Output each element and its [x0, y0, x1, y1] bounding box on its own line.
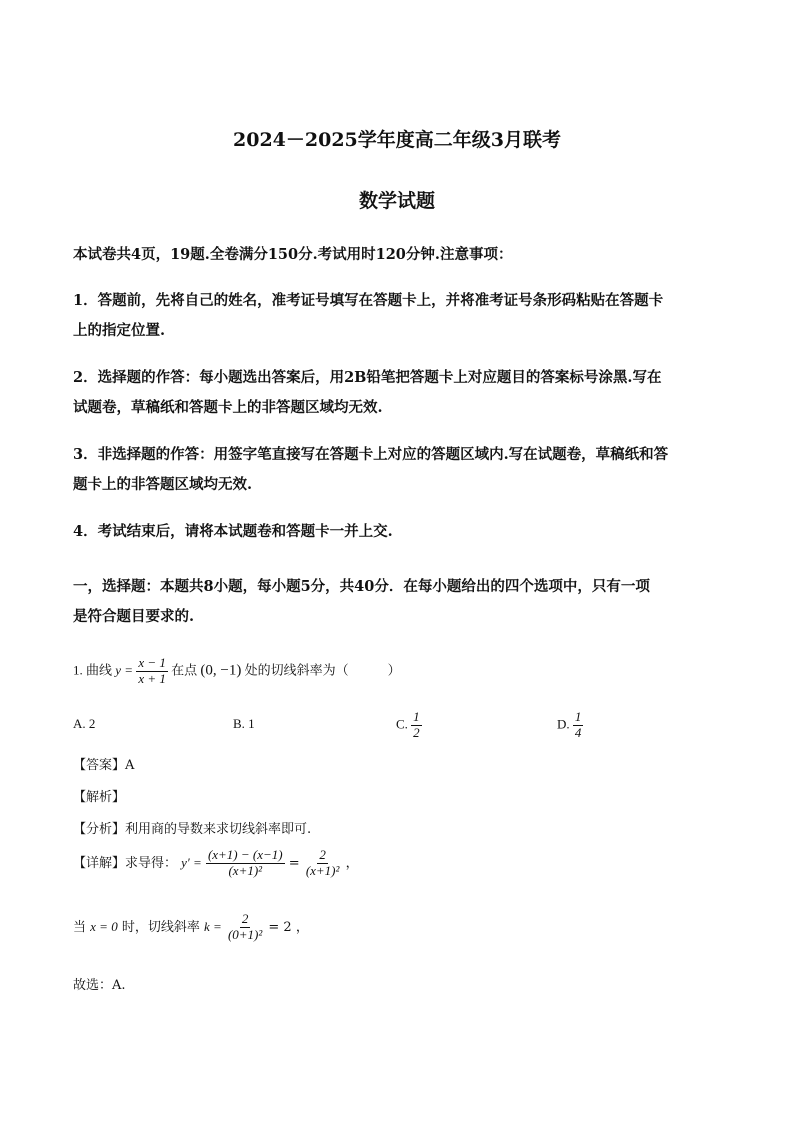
option-c — [396, 710, 422, 741]
question-1-point: (0, −1) — [200, 662, 242, 679]
section-heading-line-1: 一，选择题：本题共8小题，每小题5分，共40分．在每小题给出的四个选项中，只有一项 — [73, 578, 650, 595]
option-d-fraction — [573, 710, 584, 741]
k-tail: = 2 ， — [268, 919, 309, 935]
option-d-label: D. — [557, 716, 570, 732]
instruction-4: 4．考试结束后，请将本试题卷和答题卡一并上交. — [73, 523, 393, 540]
k-fraction — [226, 912, 264, 943]
k-den: (0+1)² — [227, 926, 263, 942]
analysis-line: 【解析】 — [73, 790, 126, 805]
question-1-prefix: 1. 曲线 — [73, 662, 113, 678]
question-1-stem — [73, 656, 401, 687]
instructions-intro: 本试卷共4页，19题.全卷满分150分.考试用时120分钟.注意事项： — [73, 246, 513, 263]
question-1-frac-num: x − 1 — [138, 655, 166, 670]
deriv-tail: ， — [345, 855, 359, 871]
deriv-lhs: y′ = — [181, 854, 202, 870]
instruction-2-line-2: 试题卷，草稿纸和答题卡上的非答题区域均无效. — [73, 399, 383, 416]
deriv-num-1: (x+1) − (x−1) — [207, 847, 283, 862]
page-subtitle: 数学试题 — [358, 190, 435, 212]
choose-line: 故选：A. — [73, 978, 126, 993]
detail-prefix: 【详解】求导得： — [73, 855, 178, 871]
section-heading-line-2: 是符合题目要求的. — [73, 608, 195, 625]
k-lhs: k = — [204, 918, 222, 934]
option-c-num: 1 — [413, 709, 420, 724]
option-b: B. 1 — [233, 716, 255, 731]
question-1-lhs: y = — [115, 662, 134, 678]
when-prefix: 当 — [73, 919, 87, 935]
option-d-den: 4 — [574, 724, 582, 740]
fenxi-line: 【分析】利用商的导数来求切线斜率即可. — [73, 822, 312, 837]
option-c-den: 2 — [413, 724, 420, 740]
when-condition: x = 0 — [90, 918, 118, 934]
option-c-label: C. — [396, 716, 408, 732]
deriv-den-2: (x+1)² — [305, 862, 340, 878]
slope-line — [73, 912, 309, 943]
option-c-fraction — [411, 710, 422, 741]
option-a: A. 2 — [73, 716, 96, 731]
option-d — [557, 710, 583, 741]
question-1-suffix: 处的切线斜率为（ ） — [244, 662, 401, 678]
deriv-fraction-1 — [206, 848, 285, 879]
instruction-3-line-2: 题卡上的非答题区域均无效. — [73, 476, 253, 493]
deriv-num-2: 2 — [319, 847, 326, 862]
instruction-1-line-2: 上的指定位置. — [73, 322, 166, 339]
deriv-fraction-2 — [304, 848, 342, 879]
option-d-num: 1 — [574, 709, 582, 724]
when-mid: 时，切线斜率 — [121, 919, 200, 935]
question-1-frac-den: x + 1 — [138, 670, 166, 686]
instruction-2-line-1: 2．选择题的作答：每小题选出答案后，用2B铅笔把答题卡上对应题目的答案标号涂黑.写在 — [73, 369, 662, 386]
detail-line — [73, 848, 359, 879]
page-title: 2024－2025学年度高二年级3月联考 — [233, 129, 561, 151]
question-1-fraction — [136, 656, 168, 687]
question-1-mid: 在点 — [171, 662, 198, 678]
deriv-den-1: (x+1)² — [228, 862, 263, 878]
instruction-1-line-1: 1．答题前，先将自己的姓名，准考证号填写在答题卡上，并将准考证号条形码粘贴在答题卡 — [73, 292, 664, 309]
instruction-3-line-1: 3．非选择题的作答：用签字笔直接写在答题卡上对应的答题区域内.写在试题卷，草稿纸和答 — [73, 446, 669, 463]
deriv-equals: = — [288, 855, 300, 871]
answer-line: 【答案】A — [73, 758, 135, 773]
k-num: 2 — [241, 911, 249, 926]
